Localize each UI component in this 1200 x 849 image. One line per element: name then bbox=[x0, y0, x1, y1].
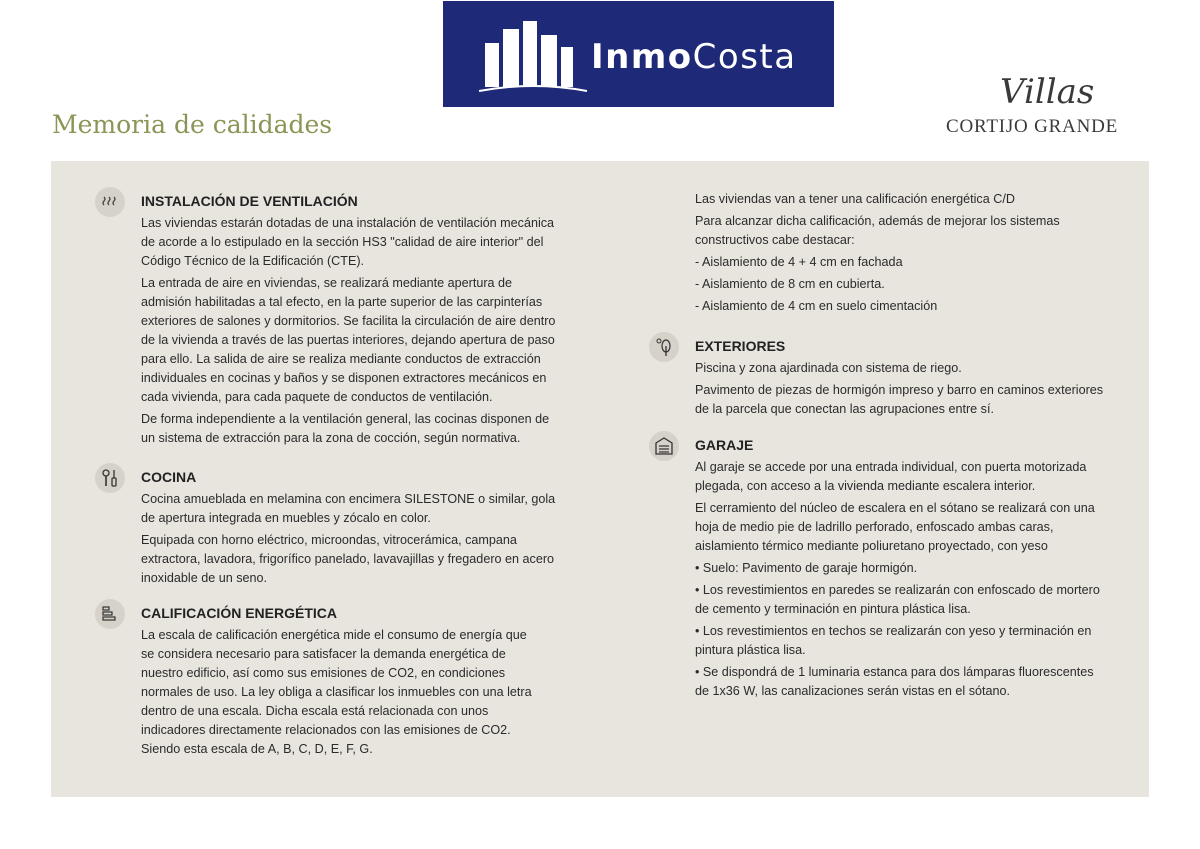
section-paragraph: • Se dispondrá de 1 luminaria estanca para dos lámparas fluorescentes de 1x36 W, las canalizaciones serán vistas en el sótano. bbox=[695, 665, 1094, 698]
section-calificacion-energetica bbox=[141, 604, 539, 762]
section-paragraph: Las viviendas estarán dotadas de una instalación de ventilación mecánica de acorde a lo estipulado en la sección HS3 "calidad de aire interior" del Código Técnico de la Edificación (CTE). bbox=[141, 216, 555, 268]
garage-icon bbox=[649, 431, 679, 461]
section-heading: GARAJE bbox=[695, 437, 754, 453]
villas-script-text: Villas bbox=[1000, 72, 1095, 112]
tree-sun-icon bbox=[649, 332, 679, 362]
section-paragraph: El cerramiento del núcleo de escalera en el sótano se realizará con una hoja de medio pie de ladrillo perforado, enfoscado ambas caras, aislamiento térmico mediante poliuretano proyectado, con yeso bbox=[695, 501, 1095, 553]
section-paragraph: Piscina y zona ajardinada con sistema de riego. bbox=[695, 361, 962, 375]
villas-name-text: CORTIJO GRANDE bbox=[946, 116, 1119, 137]
energy-rating-icon bbox=[95, 599, 125, 629]
section-paragraph: Al garaje se accede por una entrada individual, con puerta motorizada plegada, con acceso a la vivienda mediante escalera interior. bbox=[695, 460, 1087, 493]
section-garaje bbox=[695, 436, 1107, 704]
intro-line: - Aislamiento de 8 cm en cubierta. bbox=[695, 277, 885, 291]
kitchen-utensils-icon bbox=[95, 463, 125, 493]
buildings-logo-icon bbox=[479, 21, 587, 93]
section-paragraph: • Suelo: Pavimento de garaje hormigón. bbox=[695, 561, 918, 575]
logo-part-costa: Costa bbox=[692, 37, 797, 77]
section-paragraph: La escala de calificación energética mide el consumo de energía que se considera necesario para satisfacer la demanda energética de nuestro edificio, así como sus emisiones de CO2, en condiciones normales de uso. La ley obliga a clasificar los inmuebles con una letra dentro de una escala. Dicha escala está relacionada con unos indicadores directamente relacionados con las emisiones de CO2. Siendo esta escala de A, B, C, D, E, F, G. bbox=[141, 628, 532, 756]
section-paragraph: De forma independiente a la ventilación general, las cocinas disponen de un sistema de extracción para la zona de cocción, según normativa. bbox=[141, 412, 550, 445]
section-heading: CALIFICACIÓN ENERGÉTICA bbox=[141, 605, 337, 621]
content-panel bbox=[51, 161, 1149, 797]
villas-cortijo-grande-logo bbox=[944, 70, 1154, 142]
logo-part-inmo: Inmo bbox=[591, 37, 693, 77]
intro-line: Para alcanzar dicha calificación, además de mejorar los sistemas constructivos cabe destacar: bbox=[695, 214, 1060, 247]
section-heading: COCINA bbox=[141, 469, 197, 485]
section-heading: INSTALACIÓN DE VENTILACIÓN bbox=[141, 193, 358, 209]
section-paragraph: • Los revestimientos en techos se realizarán con yeso y terminación en pintura plástica lisa. bbox=[695, 624, 1092, 657]
logo-wordmark bbox=[591, 37, 797, 77]
section-ventilacion bbox=[141, 192, 557, 451]
section-energy-intro bbox=[695, 190, 1095, 319]
section-exteriores bbox=[695, 337, 1107, 422]
intro-line: Las viviendas van a tener una calificación energética C/D bbox=[695, 192, 1015, 206]
section-heading: EXTERIORES bbox=[695, 338, 786, 354]
ventilation-icon bbox=[95, 187, 125, 217]
section-paragraph: • Los revestimientos en paredes se realizarán con enfoscado de mortero de cemento y terminación en pintura plástica lisa. bbox=[695, 583, 1100, 616]
intro-line: - Aislamiento de 4 cm en suelo cimentación bbox=[695, 299, 938, 313]
intro-line: - Aislamiento de 4 + 4 cm en fachada bbox=[695, 255, 903, 269]
section-paragraph: Pavimento de piezas de hormigón impreso y barro en caminos exteriores de la parcela que conectan las agrupaciones entre sí. bbox=[695, 383, 1104, 416]
inmocosta-logo bbox=[443, 1, 834, 107]
section-paragraph: Equipada con horno eléctrico, microondas, vitrocerámica, campana extractora, lavadora, frigorífico panelado, lavavajillas y fregadero en acero inoxidable de un seno. bbox=[141, 533, 555, 585]
section-paragraph: Cocina amueblada en melamina con encimera SILESTONE o similar, gola de apertura integrada en muebles y zócalo en color. bbox=[141, 492, 556, 525]
page-title: Memoria de calidades bbox=[52, 110, 333, 139]
section-cocina bbox=[141, 468, 557, 591]
section-paragraph: La entrada de aire en viviendas, se realizará mediante apertura de admisión habilitadas a tal efecto, en la parte superior de las carpinterías exteriores de salones y dormitorios. Se facilita la circulación de aire dentro de la vivienda a través de las puertas interiores, dejando apertura de paso para ello. La salida de aire se realiza mediante conductos de extracción individuales en cocinas y baños y se disponen extractores mecánicos en cada vivienda, para cada paquete de conductos de ventilación. bbox=[141, 276, 556, 404]
